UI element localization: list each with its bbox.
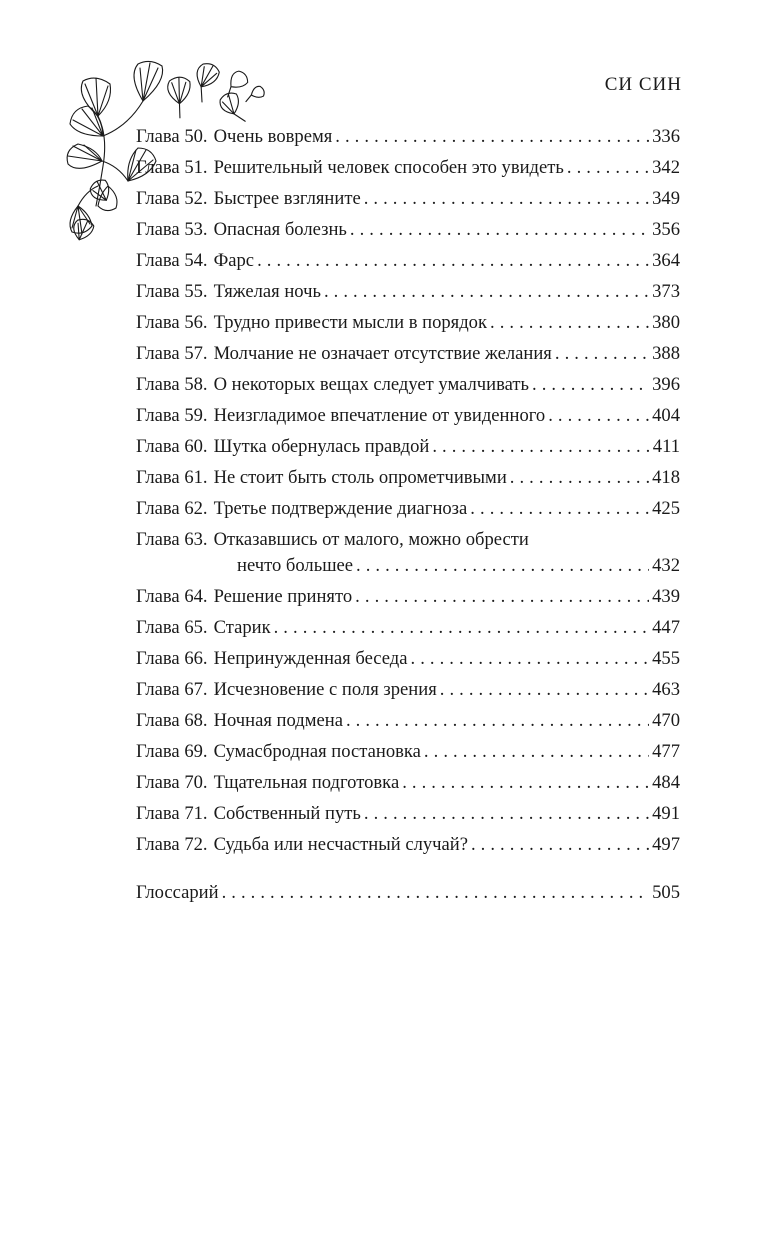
toc-entry[interactable] bbox=[136, 405, 680, 427]
toc-entry[interactable] bbox=[136, 772, 680, 794]
toc-entry[interactable] bbox=[136, 617, 680, 639]
toc-chapter-number: Глава 60. bbox=[136, 436, 208, 457]
toc-chapter-title-continued: нечто большее bbox=[237, 555, 354, 576]
toc-entry[interactable] bbox=[136, 803, 680, 825]
toc-chapter-number: Глава 70. bbox=[136, 772, 208, 793]
toc-entry[interactable] bbox=[136, 586, 680, 608]
toc-chapter-title: Сумасбродная постановка bbox=[213, 741, 421, 762]
toc-leader-dots bbox=[324, 281, 649, 303]
toc-page-number: 463 bbox=[652, 679, 680, 700]
toc-leader-dots bbox=[356, 555, 649, 577]
toc-entry[interactable] bbox=[136, 250, 680, 272]
toc-chapter-title: Не стоит быть столь опрометчивыми bbox=[213, 467, 507, 488]
toc-page-number: 447 bbox=[652, 617, 680, 638]
toc-chapter-title: Фарс bbox=[213, 250, 255, 271]
toc-entry[interactable] bbox=[136, 467, 680, 489]
toc-page-number: 491 bbox=[652, 803, 680, 824]
toc-chapter-number: Глава 61. bbox=[136, 467, 208, 488]
toc-glossary-title: Глоссарий bbox=[136, 882, 219, 903]
toc-chapter-title: Судьба или несчастный случай? bbox=[213, 834, 468, 855]
toc-leader-dots bbox=[548, 405, 649, 427]
toc-chapter-number: Глава 51. bbox=[136, 157, 208, 178]
toc-page-number: 380 bbox=[652, 312, 680, 333]
toc-chapter-title: Тяжелая ночь bbox=[213, 281, 321, 302]
toc-leader-dots bbox=[274, 617, 650, 639]
toc-page-number: 388 bbox=[652, 343, 680, 364]
toc-leader-dots bbox=[222, 882, 650, 904]
toc-entry[interactable] bbox=[136, 312, 680, 334]
toc-chapter-title: О некоторых вещах следует умалчивать bbox=[213, 374, 530, 395]
toc-page-number: 425 bbox=[652, 498, 680, 519]
toc-chapter-number: Глава 59. bbox=[136, 405, 208, 426]
toc-leader-dots bbox=[424, 741, 649, 763]
toc-page-number: 373 bbox=[652, 281, 680, 302]
toc-entry[interactable] bbox=[136, 710, 680, 732]
toc-chapter-title: Опасная болезнь bbox=[213, 219, 347, 240]
toc-entry[interactable] bbox=[136, 219, 680, 241]
toc-chapter-title: Старик bbox=[213, 617, 271, 638]
toc-page-number: 432 bbox=[652, 555, 680, 576]
toc-leader-dots bbox=[432, 436, 649, 458]
toc-chapter-title: Отказавшись от малого, можно обрести bbox=[213, 529, 529, 550]
toc-page-number: 484 bbox=[652, 772, 680, 793]
toc-chapter-title: Третье подтверждение диагноза bbox=[213, 498, 468, 519]
toc-chapter-title: Тщательная подготовка bbox=[213, 772, 400, 793]
toc-page-number: 439 bbox=[652, 586, 680, 607]
toc-chapter-number: Глава 53. bbox=[136, 219, 208, 240]
toc-chapter-number: Глава 54. bbox=[136, 250, 208, 271]
toc-chapter-title: Решение принято bbox=[213, 586, 353, 607]
toc-entry[interactable] bbox=[136, 343, 680, 365]
toc-page-number: 470 bbox=[652, 710, 680, 731]
toc-chapter-number: Глава 65. bbox=[136, 617, 208, 638]
toc-chapter-number: Глава 58. bbox=[136, 374, 208, 395]
toc-leader-dots bbox=[567, 157, 649, 179]
toc-leader-dots bbox=[411, 648, 650, 670]
toc-page-number: 505 bbox=[652, 882, 680, 903]
toc-page-number: 396 bbox=[652, 374, 680, 395]
toc-chapter-title: Непринужденная беседа bbox=[213, 648, 408, 669]
toc-leader-dots bbox=[350, 219, 649, 241]
toc-page-number: 364 bbox=[652, 250, 680, 271]
toc-page-number: 349 bbox=[652, 188, 680, 209]
toc-chapter-number: Глава 57. bbox=[136, 343, 208, 364]
toc-chapter-number: Глава 64. bbox=[136, 586, 208, 607]
toc-leader-dots bbox=[555, 343, 649, 365]
toc-leader-dots bbox=[490, 312, 649, 334]
toc-entry[interactable] bbox=[136, 436, 680, 458]
toc-entry[interactable] bbox=[136, 834, 680, 856]
toc-entry[interactable] bbox=[136, 679, 680, 701]
toc-chapter-title: Молчание не означает отсутствие желания bbox=[213, 343, 552, 364]
toc-page-number: 336 bbox=[652, 126, 680, 147]
toc-entry[interactable] bbox=[136, 741, 680, 763]
toc-chapter-title: Решительный человек способен это увидеть bbox=[213, 157, 564, 178]
toc-page-number: 477 bbox=[652, 741, 680, 762]
toc-chapter-number: Глава 72. bbox=[136, 834, 208, 855]
toc-chapter-title: Неизгладимое впечатление от увиденного bbox=[213, 405, 546, 426]
toc-entry-glossary[interactable] bbox=[136, 882, 680, 904]
table-of-contents bbox=[136, 126, 680, 913]
toc-leader-dots bbox=[471, 834, 649, 856]
toc-chapter-number: Глава 50. bbox=[136, 126, 208, 147]
toc-entry[interactable] bbox=[136, 374, 680, 396]
toc-leader-dots bbox=[532, 374, 649, 396]
toc-chapter-number: Глава 62. bbox=[136, 498, 208, 519]
toc-entry[interactable] bbox=[136, 281, 680, 303]
toc-chapter-number: Глава 52. bbox=[136, 188, 208, 209]
toc-chapter-number: Глава 66. bbox=[136, 648, 208, 669]
toc-chapter-number: Глава 68. bbox=[136, 710, 208, 731]
toc-chapter-number: Глава 67. bbox=[136, 679, 208, 700]
toc-leader-dots bbox=[346, 710, 649, 732]
toc-page-number: 455 bbox=[652, 648, 680, 669]
toc-chapter-number: Глава 71. bbox=[136, 803, 208, 824]
toc-leader-dots bbox=[470, 498, 649, 520]
toc-chapter-title: Трудно привести мысли в порядок bbox=[213, 312, 488, 333]
toc-chapter-title: Шутка обернулась правдой bbox=[213, 436, 430, 457]
toc-chapter-number: Глава 55. bbox=[136, 281, 208, 302]
toc-page-number: 356 bbox=[652, 219, 680, 240]
toc-page-number: 342 bbox=[652, 157, 680, 178]
toc-page-number: 404 bbox=[652, 405, 680, 426]
toc-page-number: 497 bbox=[652, 834, 680, 855]
toc-chapter-title: Собственный путь bbox=[213, 803, 361, 824]
toc-chapter-title: Ночная подмена bbox=[213, 710, 343, 731]
toc-entry[interactable] bbox=[136, 648, 680, 670]
toc-leader-dots bbox=[335, 126, 649, 148]
running-header-author: СИ СИН bbox=[604, 74, 682, 95]
toc-entry[interactable] bbox=[136, 498, 680, 520]
toc-chapter-number: Глава 69. bbox=[136, 741, 208, 762]
toc-chapter-title: Очень вовремя bbox=[213, 126, 333, 147]
toc-page-number: 411 bbox=[652, 436, 680, 457]
toc-leader-dots bbox=[355, 586, 649, 608]
toc-leader-dots bbox=[364, 188, 649, 210]
toc-chapter-number: Глава 56. bbox=[136, 312, 208, 333]
toc-page-number: 418 bbox=[652, 467, 680, 488]
toc-leader-dots bbox=[440, 679, 649, 701]
toc-entry[interactable] bbox=[136, 157, 680, 179]
toc-entry[interactable] bbox=[136, 126, 680, 148]
toc-leader-dots bbox=[364, 803, 649, 825]
toc-chapter-title: Исчезновение с поля зрения bbox=[213, 679, 437, 700]
toc-entry[interactable] bbox=[136, 188, 680, 210]
toc-leader-dots bbox=[257, 250, 649, 272]
toc-leader-dots bbox=[510, 467, 649, 489]
toc-entry[interactable] bbox=[136, 529, 680, 577]
toc-chapter-title: Быстрее взгляните bbox=[213, 188, 361, 209]
toc-leader-dots bbox=[402, 772, 649, 794]
toc-chapter-number: Глава 63. bbox=[136, 529, 208, 550]
